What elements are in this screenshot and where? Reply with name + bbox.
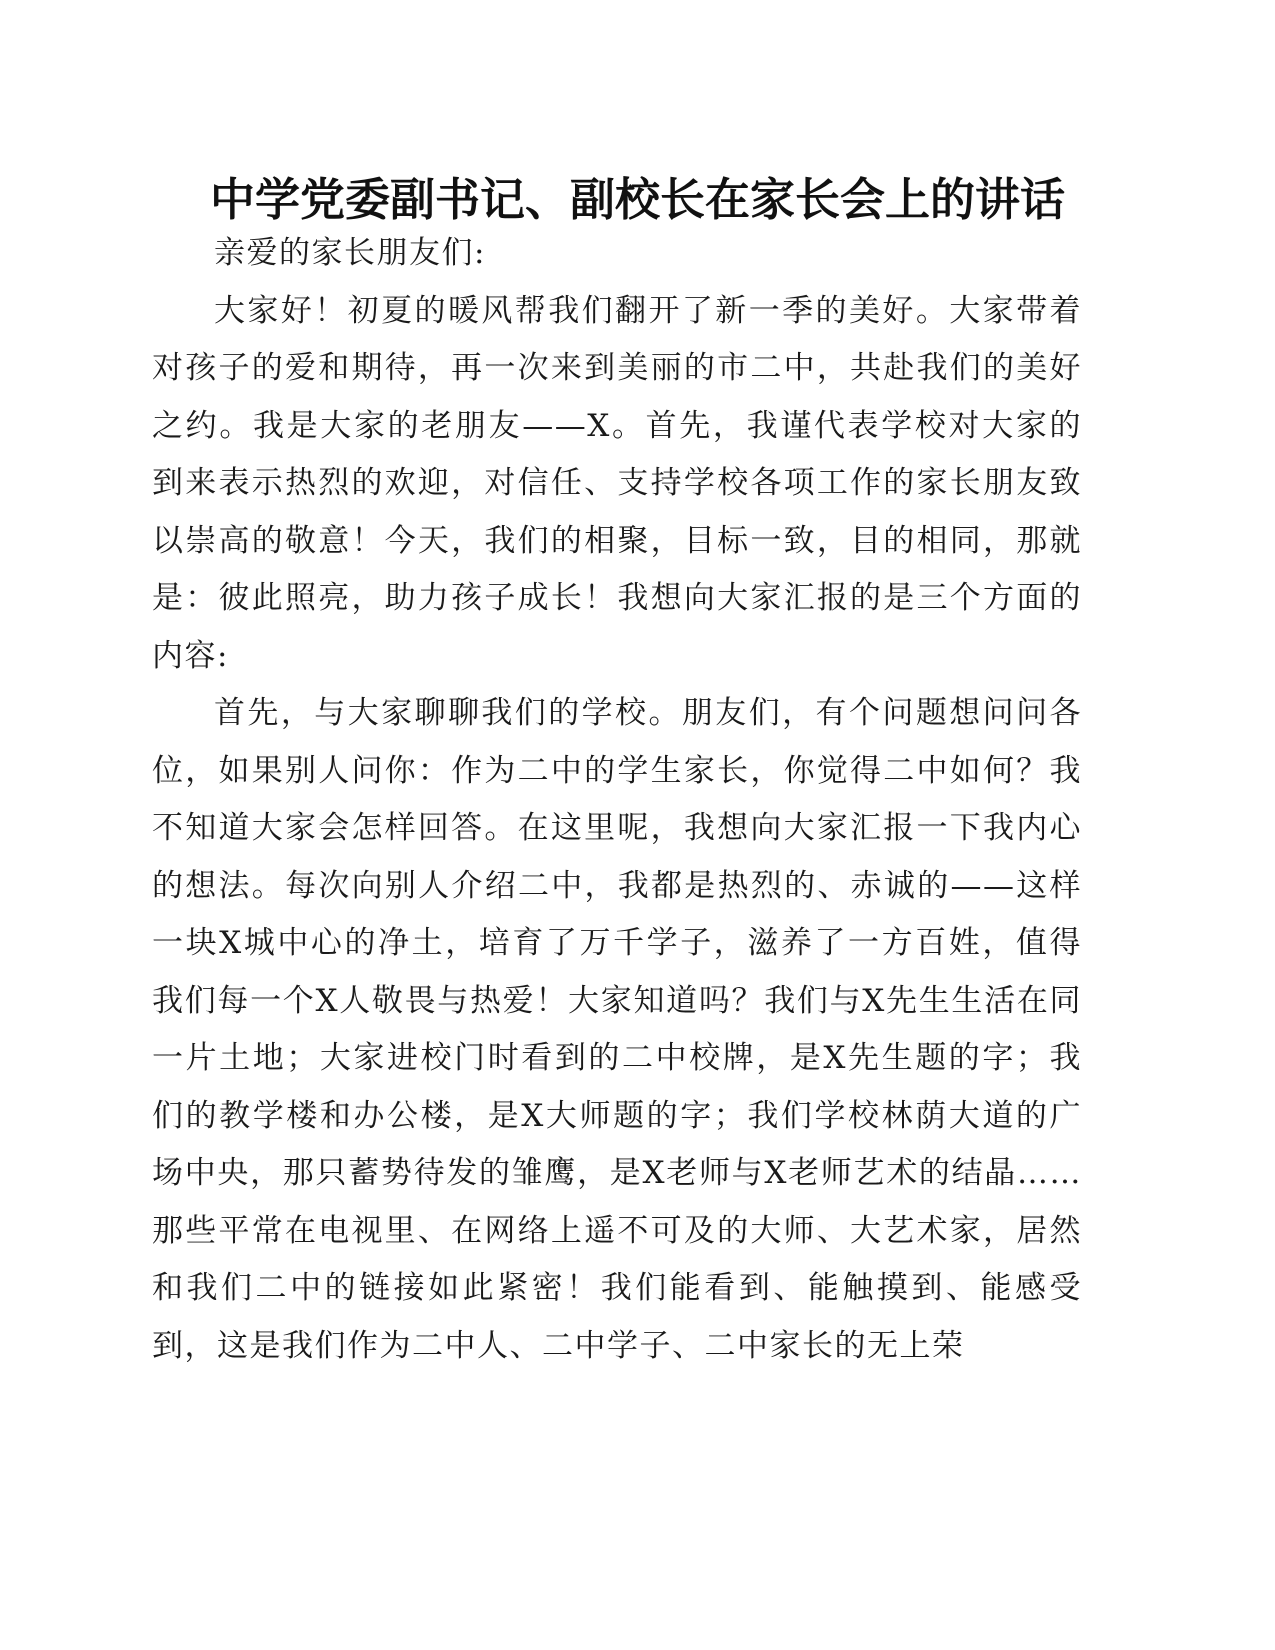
body-paragraph: 首先，与大家聊聊我们的学校。朋友们，有个问题想问问各位，如果别人问你：作为二中的学生家长，你觉得二中如何？我不知道大家会怎样回答。在这里呢，我想向大家汇报一下我内心的想法。每次向别人介绍二中，我都是热烈的、赤诚的——这样一块X城中心的净土，培育了万千学子，滋养了一方百姓，值得我们每一个X人敬畏与热爱！大家知道吗？我们与X先生生活在同一片土地；大家进校门时看到的二中校牌，是X先生题的字；我们的教学楼和办公楼，是X大师题的字；我们学校林荫大道的广场中央，那只蓄势待发的雏鹰，是X老师与X老师艺术的结晶……那些平常在电视里、在网络上遥不可及的大师、大艺术家，居然和我们二中的链接如此紧密！我们能看到、能触摸到、能感受到，这是我们作为二中人、二中学子、二中家长的无上荣 — [152, 695, 1082, 1364]
document-body — [152, 225, 1082, 1375]
document-title: 中学党委副书记、副校长在家长会上的讲话 — [209, 173, 1065, 226]
greeting-paragraph: 亲爱的家长朋友们: — [214, 235, 486, 271]
body-paragraph: 大家好！初夏的暖风帮我们翻开了新一季的美好。大家带着对孩子的爱和期待，再一次来到美丽的市二中，共赴我们的美好之约。我是大家的老朋友——X。首先，我谨代表学校对大家的到来表示热烈的欢迎，对信任、支持学校各项工作的家长朋友致以崇高的敬意！今天，我们的相聚，目标一致，目的相同，那就是：彼此照亮，助力孩子成长！我想向大家汇报的是三个方面的内容: — [152, 292, 1082, 674]
